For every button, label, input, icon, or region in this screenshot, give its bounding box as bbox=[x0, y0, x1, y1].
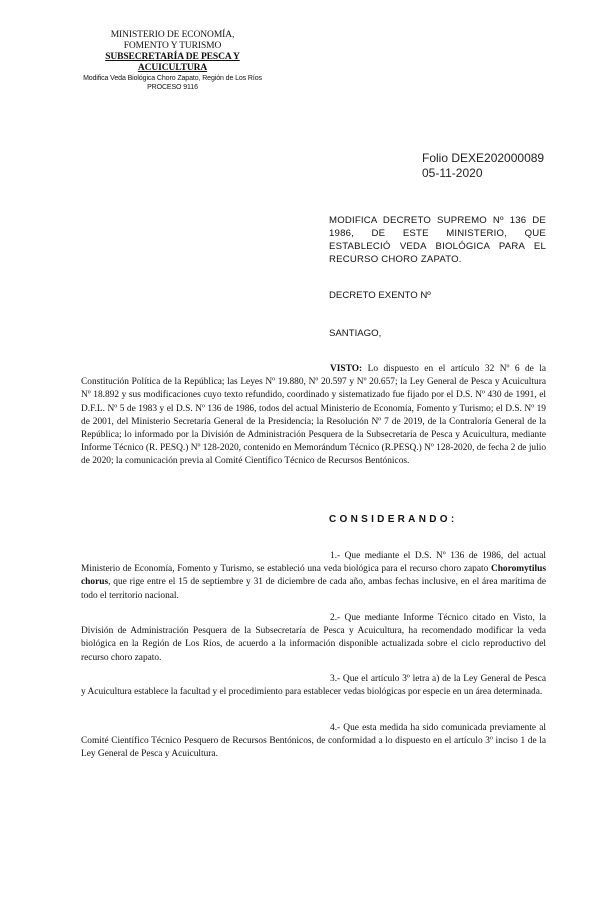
folio-number: Folio DEXE202000089 bbox=[422, 151, 545, 165]
ministry-header bbox=[60, 30, 285, 92]
process-number: PROCESO 9116 bbox=[147, 84, 198, 91]
item-1-text: 1.- Que mediante el D.S. Nº 136 de 1986, del actual Ministerio de Economía, Fomento y Turismo, se estableció una veda biológica para el recurso choro zapato bbox=[81, 551, 546, 575]
considerando-item-3 bbox=[81, 673, 546, 699]
ministry-name: MINISTERIO DE ECONOMÍA, bbox=[110, 30, 235, 40]
subsecretaria-name: SUBSECRETARÍA DE PESCA Y bbox=[105, 52, 240, 62]
place-label: SANTIAGO, bbox=[329, 328, 382, 339]
visto-paragraph bbox=[81, 363, 546, 469]
considerando-item-2 bbox=[81, 612, 546, 665]
ministry-name-cont: FOMENTO Y TURISMO bbox=[123, 41, 222, 51]
considerando-item-4 bbox=[81, 722, 546, 762]
considerando-heading: CONSIDERANDO: bbox=[329, 514, 458, 525]
item-1-text-cont: , que rige entre el 15 de septiembre y 31 de diciembre de cada año, ambas fechas inclusive, en el área marítima de todo el territorio nacional. bbox=[81, 577, 546, 601]
species-name: Choromytilus chorus bbox=[81, 564, 546, 588]
item-4-text: 4.- Que esta medida ha sido comunicada previamente al Comité Científico Técnico Pesquero de Recursos Bentónicos, de conformidad a lo dispuesto en el artículo 3º inciso 1 de la Ley General de Pesca y Acuicultura. bbox=[81, 723, 546, 760]
subsecretaria-name-cont: ACUICULTURA bbox=[137, 63, 208, 73]
considerando-item-1 bbox=[81, 550, 546, 603]
folio-date: 05-11-2020 bbox=[422, 166, 483, 180]
decree-title: MODIFICA DECRETO SUPREMO Nº 136 DE 1986, DE ESTE MINISTERIO, QUE ESTABLECIÓ VEDA BIOLÓGICA PARA EL RECURSO CHORO ZAPATO. bbox=[329, 215, 546, 265]
decree-number-label: DECRETO EXENTO Nº bbox=[329, 290, 431, 301]
item-2-text: 2.- Que mediante Informe Técnico citado en Visto, la División de Administración Pesquera de la Subsecretaría de Pesca y Acuicultura, ha recomendado modificar la veda biológica en la Región de Los Ríos, de acuerdo a la información disponible actualizada sobre el ciclo reproductivo del recurso choro zapato. bbox=[81, 613, 546, 663]
folio-block bbox=[422, 151, 544, 181]
visto-text: Lo dispuesto en el artículo 32 Nº 6 de la Constitución Política de la República; las Leyes Nº 19.880, Nº 20.597 y Nº 20.657; la Ley General de Pesca y Acuicultura Nº 18.892 y sus modificaciones cuyo texto refundido, coordinado y sistematizado fue fijado por el D.S. Nº 430 de 1991, el D.F.L. Nº 5 de 1983 y el D.S. Nº 136 de 1986, todos del actual Ministerio de Economía, Fomento y Turismo; el D.S. Nº 19 de 2001, del Ministerio Secretaría General de la Presidencia; la Resolución Nº 7 de 2019, de la Contraloría General de la República; lo informado por la División de Administración Pesquera de la Subsecretaría de Pesca y Acuicultura, mediante Informe Técnico (R. PESQ.) Nº 128-2020, contenido en Memorándum Técnico (R.PESQ.) Nº 128-2020, de fecha 2 de julio de 2020; la comunicación previa al Comité Científico Técnico de Recursos Bentónicos. bbox=[81, 364, 547, 467]
visto-label: VISTO: bbox=[330, 364, 363, 374]
document-subject: Modifica Veda Biológica Choro Zapato, Región de Los Ríos bbox=[83, 75, 262, 82]
item-3-text: 3.- Que el artículo 3º letra a) de la Ley General de Pesca y Acuicultura establece la facultad y el procedimiento para establecer vedas biológicas por especie en un área determinada. bbox=[81, 674, 546, 698]
